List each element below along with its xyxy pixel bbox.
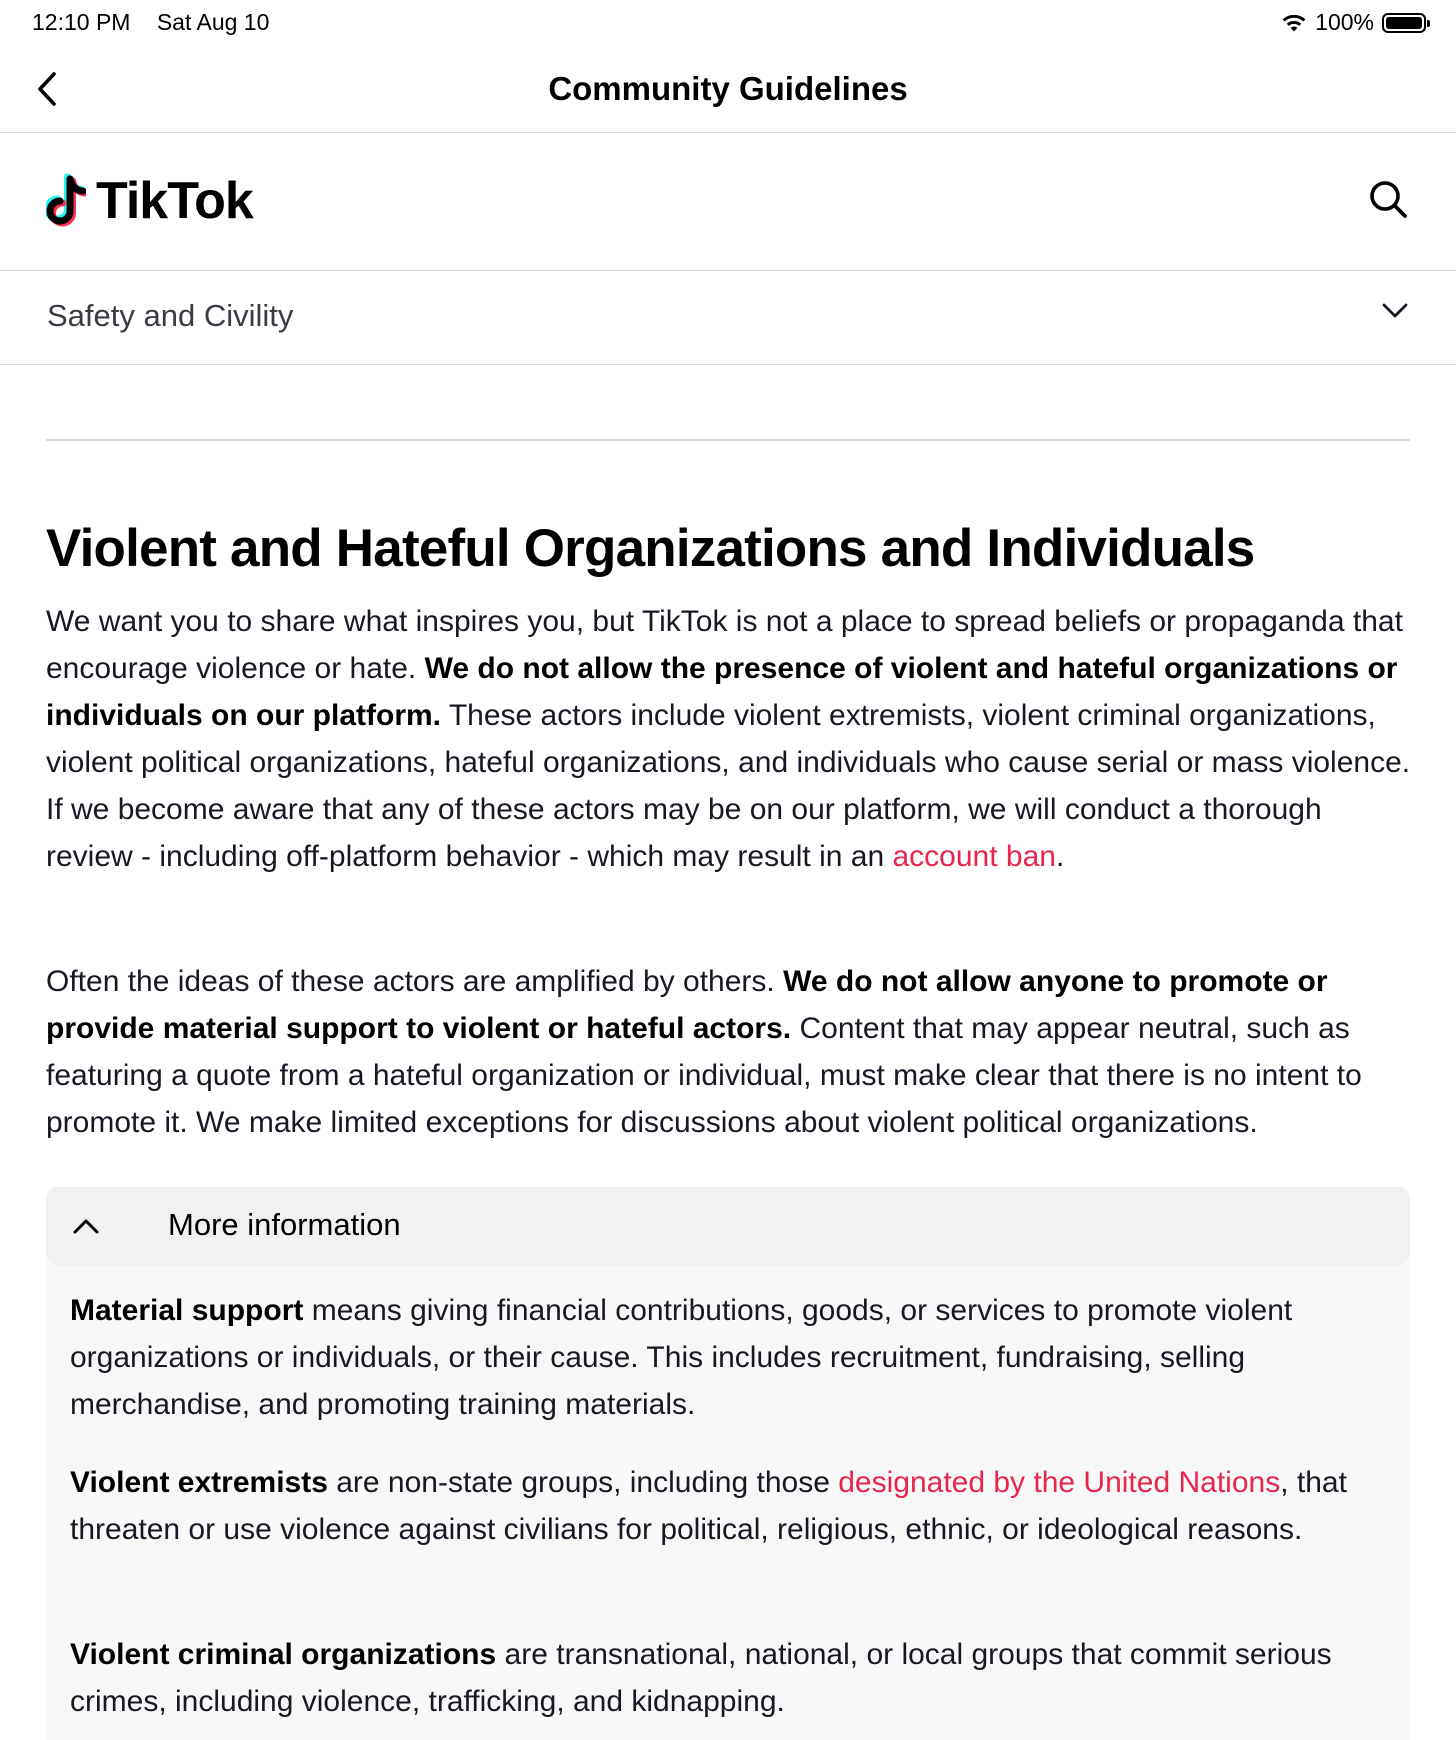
- battery-percent: 100%: [1315, 9, 1374, 35]
- definition-term: Violent criminal organizations: [70, 1638, 497, 1671]
- search-button[interactable]: [1366, 177, 1410, 221]
- definition-text: are transnational, national, or local groups that commit serious crimes, including violence, trafficking, and kidnapping.: [70, 1638, 1332, 1718]
- p1-bold: We do not allow the presence of violent and hateful organizations or individuals on our platform.: [46, 652, 1398, 732]
- nav-bar: [0, 46, 1456, 133]
- nav-title: Community Guidelines: [548, 70, 908, 107]
- p2-bold: We do not allow anyone to promote or provide material support to violent or hateful actors.: [46, 965, 1328, 1045]
- article-title: Violent and Hateful Organizations and Individuals: [46, 519, 1255, 578]
- article-paragraph-1: [46, 598, 1416, 880]
- definition-violent-extremists: [70, 1459, 1390, 1553]
- p1-text-1: We want you to share what inspires you, but TikTok is not a place to spread beliefs or propaganda that encourage violence or hate.: [46, 605, 1403, 685]
- accordion-header[interactable]: [46, 1187, 1410, 1265]
- definition-text: are non-state groups, including those: [336, 1466, 830, 1499]
- definition-text-after: , that threaten or use violence against civilians for political, religious, ethnic, or ideological reasons.: [70, 1466, 1347, 1546]
- p2-text-1: Often the ideas of these actors are amplified by others.: [46, 965, 775, 998]
- tiktok-logo[interactable]: [46, 171, 253, 231]
- site-header: [0, 133, 1456, 271]
- status-left: [32, 9, 269, 36]
- chevron-up-icon: [72, 1212, 100, 1240]
- p1-text-2: These actors include violent extremists, violent criminal organizations, violent political organizations, hateful organizations, and individuals who cause serial or mass violence. If we become aware that any of these actors may be on our platform, we will conduct a thorough review - including off-platform behavior - which may result in an: [46, 699, 1411, 873]
- account-ban-link[interactable]: account ban: [892, 840, 1056, 873]
- more-information-accordion: [46, 1187, 1410, 1740]
- status-bar: [0, 0, 1456, 46]
- status-time: 12:10 PM: [32, 9, 131, 35]
- category-label: Safety and Civility: [47, 298, 294, 333]
- definition-term: Material support: [70, 1294, 304, 1327]
- category-dropdown[interactable]: [0, 271, 1456, 365]
- definition-text: means giving financial contributions, goods, or services to promote violent organizations or individuals, or their cause. This includes recruitment, fundraising, selling merchandise, and promoting training materials.: [70, 1294, 1293, 1421]
- tiktok-note-icon: [46, 173, 86, 229]
- article-paragraph-2: [46, 958, 1416, 1146]
- status-date: Sat Aug 10: [156, 9, 270, 35]
- definition-material-support: [70, 1287, 1390, 1428]
- p1-end: .: [1055, 840, 1065, 873]
- wifi-icon: [1281, 13, 1307, 33]
- battery-fill: [1386, 17, 1422, 29]
- search-icon: [1366, 177, 1410, 221]
- battery-icon: [1382, 13, 1426, 33]
- united-nations-link[interactable]: designated by the United Nations: [838, 1466, 1281, 1499]
- chevron-down-icon: [1382, 303, 1408, 319]
- definition-term: Violent extremists: [70, 1466, 328, 1499]
- p2-text-2: Content that may appear neutral, such as featuring a quote from a hateful organization or individual, must make clear that there is no intent to promote it. We make limited exceptions for discussions about violent political organizations.: [46, 1012, 1362, 1139]
- status-right: [1281, 9, 1426, 36]
- section-divider: [46, 439, 1410, 441]
- accordion-title: More information: [168, 1207, 401, 1242]
- logo-wordmark: TikTok: [96, 172, 253, 230]
- definition-violent-criminal-organizations: [70, 1631, 1390, 1725]
